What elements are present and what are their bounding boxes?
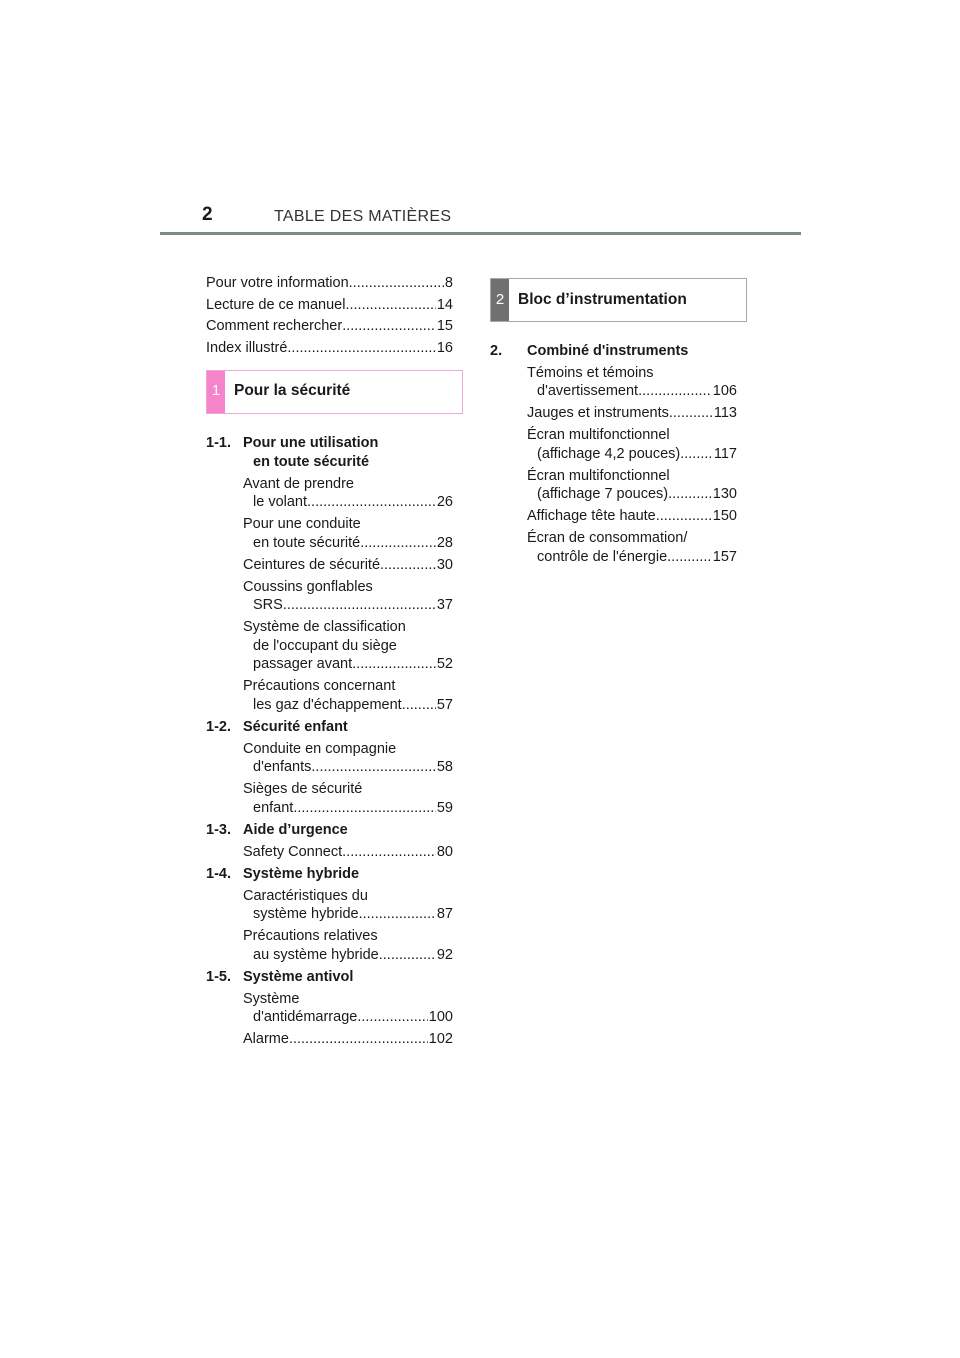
toc-entry[interactable]: Index illustré ..... 16: [206, 339, 453, 358]
section-1-4: [206, 865, 453, 965]
leader-dots: [342, 843, 436, 862]
toc-entry[interactable]: Affichage tête haute ..... 150: [527, 507, 737, 526]
toc-entry[interactable]: Précautions concernant les gaz d'échappement ..... 57: [243, 677, 453, 714]
toc-entry[interactable]: Pour une conduite en toute sécurité ..... 28: [243, 515, 453, 552]
page-ref: 130: [712, 486, 737, 502]
section-2: [490, 342, 737, 567]
toc-entry[interactable]: Système de classification de l'occupant du siège passager avant ..... 52: [243, 618, 453, 674]
leader-dots: [380, 556, 436, 575]
page-ref: 87: [436, 906, 453, 923]
toc-entry[interactable]: Écran multifonctionnel (affichage 7 pouces) ..... 130: [527, 467, 737, 504]
toc-entry[interactable]: Écran de consommation/ contrôle de l'énergie ..... 157: [527, 529, 737, 566]
toc-entry[interactable]: Alarme ..... 102: [243, 1030, 453, 1049]
leader-dots: [357, 1008, 427, 1027]
header-title: TABLE DES MATIÈRES: [274, 208, 452, 225]
leader-dots: [668, 485, 712, 504]
leader-dots: [669, 404, 713, 423]
leader-dots: [293, 799, 436, 818]
toc-entry[interactable]: Coussins gonflables SRS ..... 37: [243, 578, 453, 615]
leader-dots: [402, 696, 436, 715]
chapter-title: Pour la sécurité: [234, 382, 351, 400]
leader-dots: [680, 445, 713, 464]
section-heading[interactable]: 1-2. Sécurité enfant: [206, 718, 348, 735]
page-ref: 14: [436, 296, 453, 313]
section-1-1: [206, 434, 453, 714]
page-ref: 92: [436, 946, 453, 963]
chapter-2-header[interactable]: [490, 278, 747, 322]
toc-entry[interactable]: Précautions relatives au système hybride ..... 92: [243, 927, 453, 964]
toc-entry[interactable]: Lecture de ce manuel ..... 14: [206, 296, 453, 315]
chapter-number-tab: 1: [207, 371, 225, 413]
section-number: 1-3.: [206, 821, 231, 838]
leader-dots: [360, 534, 436, 553]
page-ref: 8: [444, 275, 453, 291]
section-number: 1-5.: [206, 968, 231, 985]
page-ref: 117: [713, 445, 737, 462]
toc-entry[interactable]: Témoins et témoins d'avertissement ..... 106: [527, 364, 737, 401]
page-ref: 113: [713, 405, 737, 421]
leader-dots: [289, 1030, 428, 1049]
page-ref: 58: [436, 759, 453, 776]
toc-entry[interactable]: Système d'antidémarrage ..... 100: [243, 990, 453, 1027]
intro-list: [206, 274, 453, 358]
section-heading[interactable]: 1-5. Système antivol: [206, 968, 354, 985]
toc-entry[interactable]: Avant de prendre le volant ..... 26: [243, 475, 453, 512]
page-ref: 26: [436, 494, 453, 511]
section-number: 2.: [490, 342, 503, 359]
leader-dots: [283, 596, 436, 615]
leader-dots: [342, 317, 436, 336]
toc-entry[interactable]: Pour votre information ..... 8: [206, 274, 453, 293]
section-number: 1-2.: [206, 718, 231, 735]
toc-entry[interactable]: Sièges de sécurité enfant ..... 59: [243, 780, 453, 817]
section-number: 1-1.: [206, 435, 231, 452]
page-ref: 30: [436, 556, 453, 573]
leader-dots: [311, 758, 435, 777]
page-ref: 28: [436, 534, 453, 551]
page-ref: 15: [436, 318, 453, 335]
page-ref: 57: [436, 696, 453, 713]
toc-entry[interactable]: Safety Connect ..... 80: [243, 843, 453, 862]
section-heading[interactable]: 2. Combiné d'instruments: [490, 342, 689, 359]
toc-entry[interactable]: Caractéristiques du système hybride ..... 87: [243, 887, 453, 924]
toc-entry[interactable]: Ceintures de sécurité ..... 30: [243, 556, 453, 575]
leader-dots: [307, 493, 436, 512]
leader-dots: [287, 339, 435, 358]
page-ref: 157: [712, 548, 737, 565]
section-heading[interactable]: 1-4. Système hybride: [206, 865, 360, 882]
page-header: [160, 204, 800, 232]
header-rule: [160, 232, 801, 235]
chapter-number-tab: 2: [491, 279, 509, 321]
leader-dots: [352, 655, 436, 674]
page-ref: 100: [428, 1009, 453, 1026]
page-ref: 59: [436, 799, 453, 816]
section-heading[interactable]: 1-1. Pour une utilisation en toute sécurité: [206, 435, 379, 470]
section-1-2: [206, 718, 453, 818]
toc-entry[interactable]: Jauges et instruments ..... 113: [527, 404, 737, 423]
toc-left-column: [206, 274, 453, 1049]
page-number: 2: [202, 204, 213, 225]
leader-dots: [359, 905, 436, 924]
section-number: 1-4.: [206, 865, 231, 882]
leader-dots: [379, 946, 436, 965]
toc-entry[interactable]: Conduite en compagnie d'enfants ..... 58: [243, 740, 453, 777]
toc-entry[interactable]: Comment rechercher ..... 15: [206, 317, 453, 336]
section-1-3: [206, 821, 453, 862]
leader-dots: [345, 296, 435, 315]
page-ref: 52: [436, 656, 453, 673]
page-ref: 16: [436, 340, 453, 357]
page-ref: 80: [436, 843, 453, 860]
toc-right-column: [490, 274, 737, 566]
page-ref: 102: [428, 1031, 453, 1048]
section-heading[interactable]: 1-3. Aide d’urgence: [206, 821, 348, 838]
leader-dots: [349, 274, 444, 293]
chapter-title: Bloc d’instrumentation: [518, 290, 687, 308]
page-ref: 37: [436, 597, 453, 614]
leader-dots: [656, 507, 712, 526]
chapter-1-header[interactable]: [206, 370, 463, 414]
leader-dots: [667, 548, 712, 567]
page-ref: 106: [712, 383, 737, 399]
leader-dots: [638, 382, 712, 401]
section-1-5: [206, 968, 453, 1049]
toc-entry[interactable]: Écran multifonctionnel (affichage 4,2 pouces) ..... 117: [527, 426, 737, 463]
page-ref: 150: [712, 508, 737, 524]
